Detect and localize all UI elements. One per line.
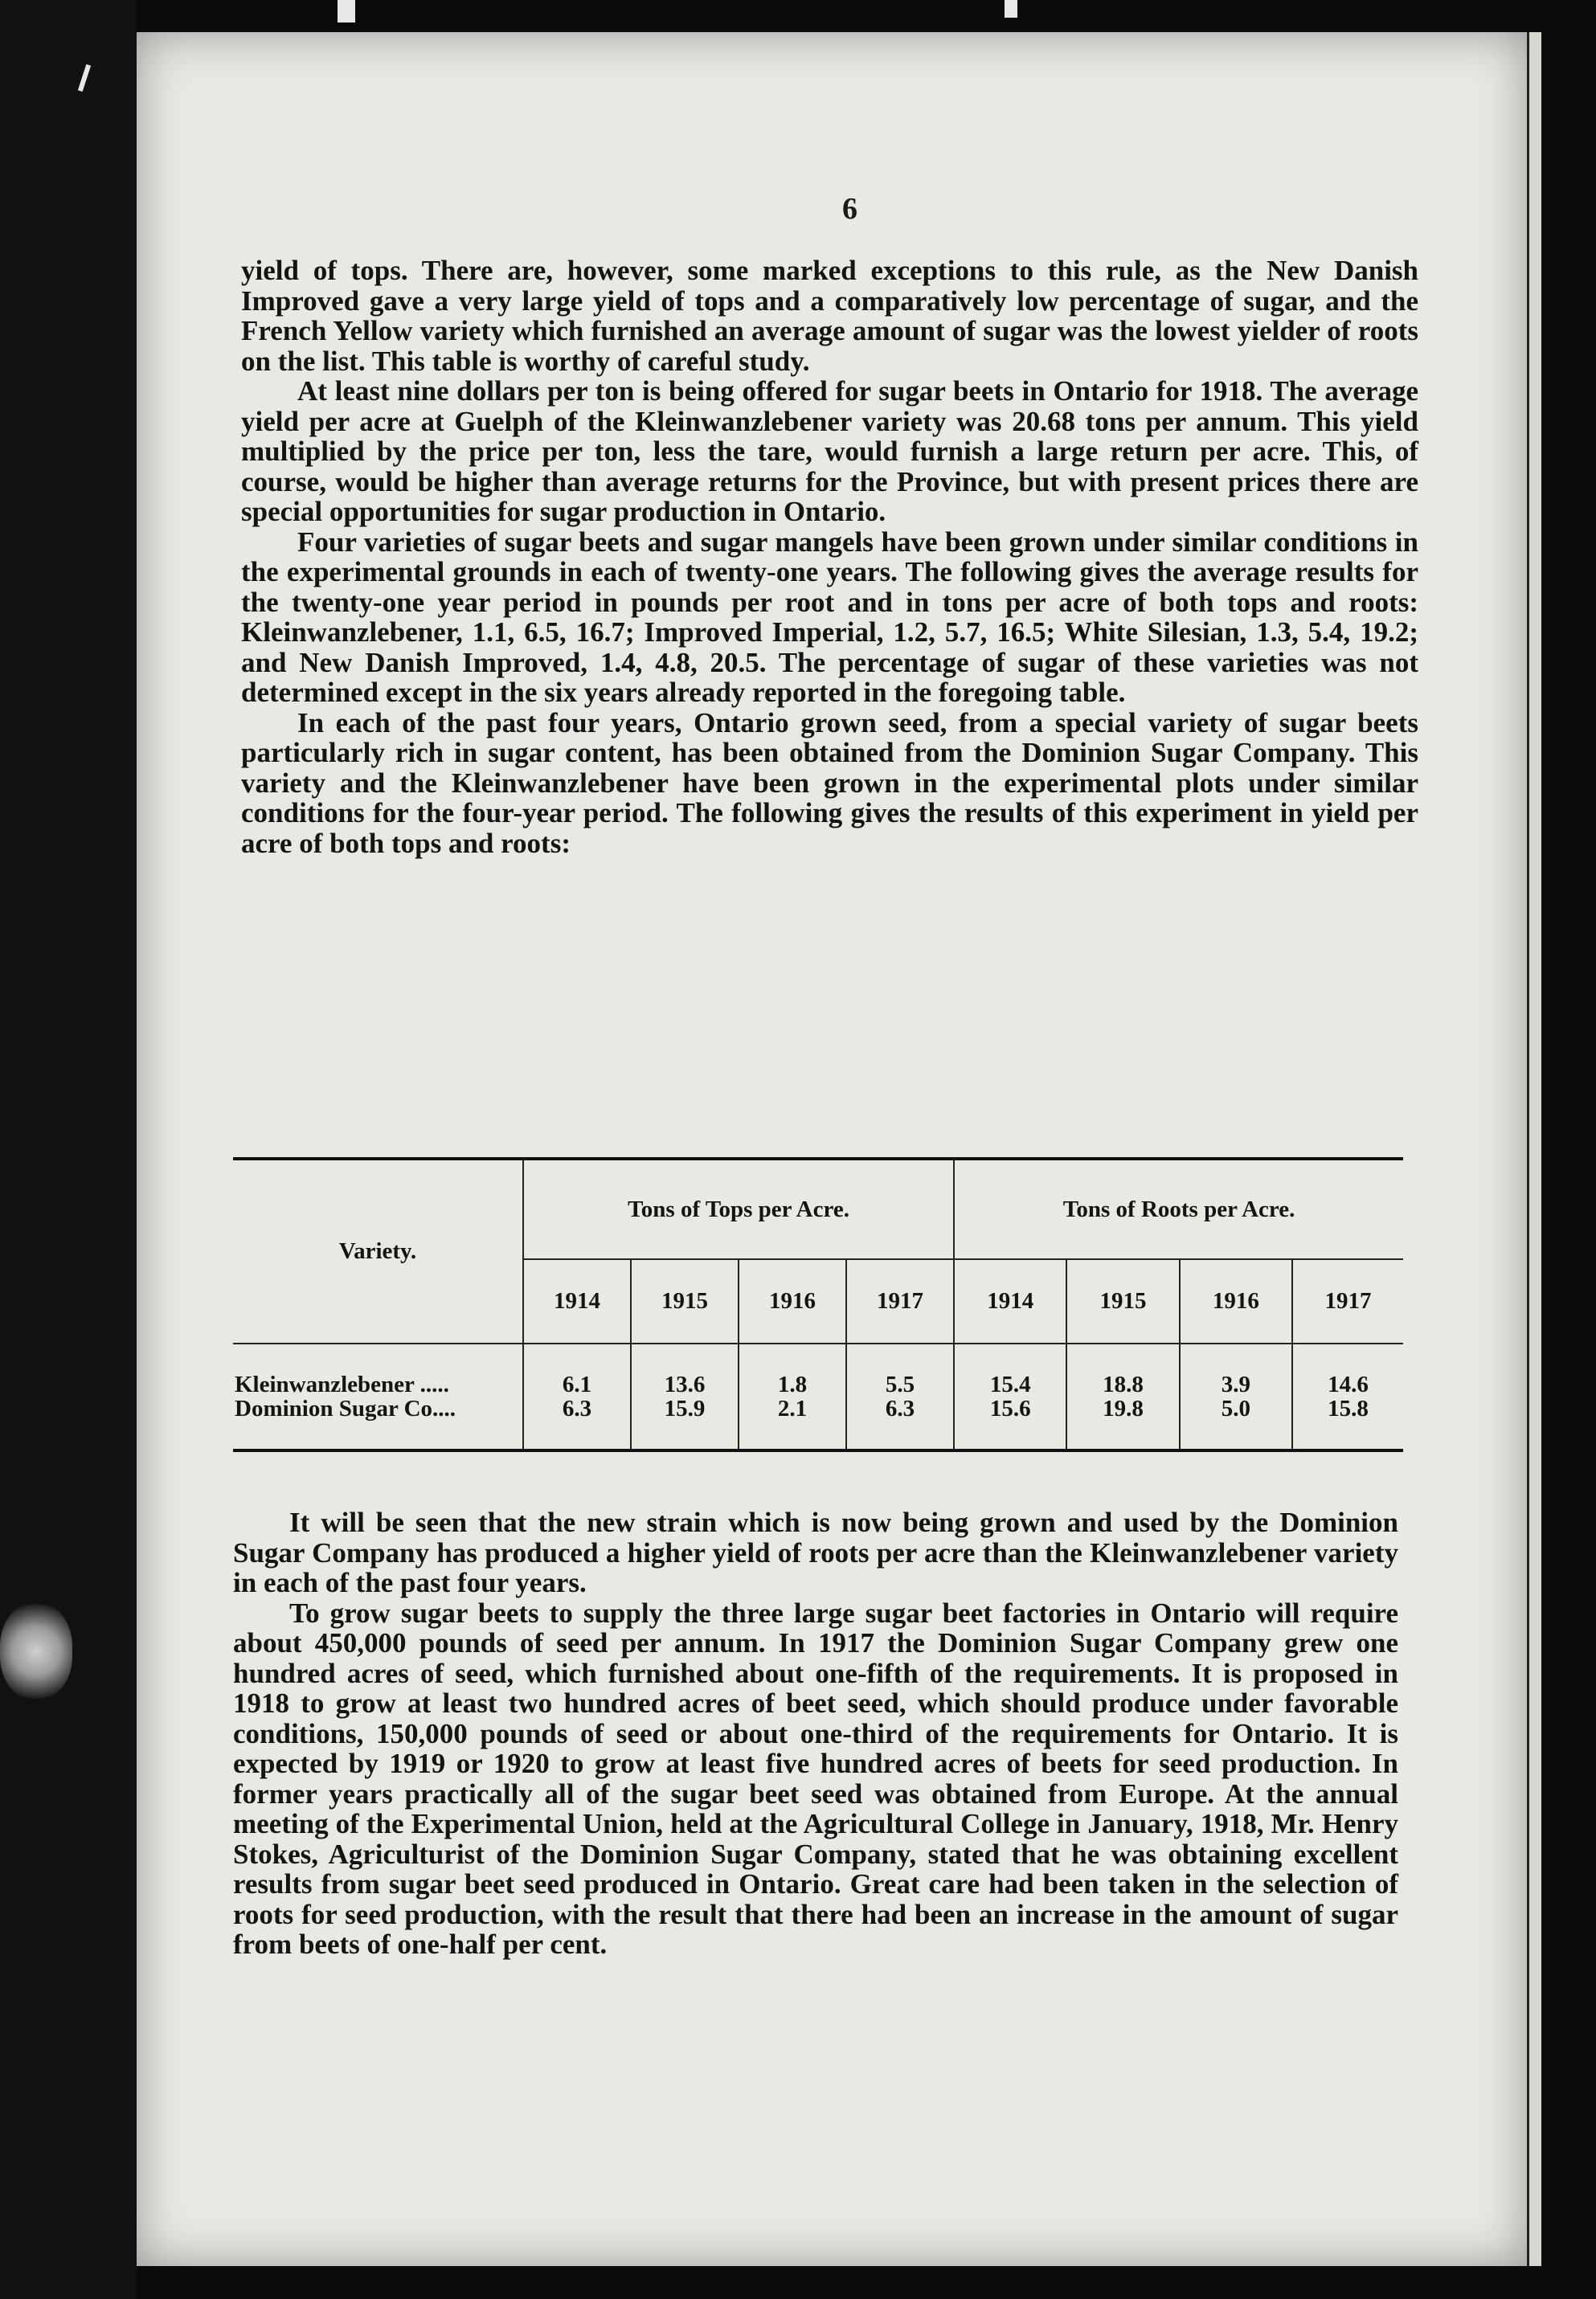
table-cell: 15.4 <box>989 1372 1031 1397</box>
table-cell: 14.6 <box>1328 1372 1369 1397</box>
year-header: 1916 <box>1180 1259 1292 1344</box>
year-header: 1914 <box>954 1259 1066 1344</box>
table-cell: 3.9 <box>1221 1372 1250 1397</box>
table-cell: 5.0 <box>1221 1396 1250 1422</box>
table-cell: 6.3 <box>885 1396 915 1422</box>
table-cell: 15.8 <box>1328 1396 1369 1422</box>
table-cell: 2.1 <box>777 1396 808 1422</box>
table-cell: 19.8 <box>1103 1396 1144 1422</box>
roots-group-header: Tons of Roots per Acre. <box>954 1159 1403 1259</box>
paragraph: To grow sugar beets to supply the three large sugar beet factories in Ontario will require about 450,000 pounds of seed per annum. In 1917 the Dominion Sugar Company grew one hundred acres of seed, which furnished about one-fifth of the requirements. It is proposed in 1918 to grow at least two hundred acres of beet seed, which should produce under favorable conditions, 150,000 pounds of seed or about one-third of the requirements for Ontario. It is expected by 1919 or 1920 to grow at least five hundred acres of beets for seed production. In former years practically all of the sugar beet seed was obtained from Europe. At the annual meeting of the Experimental Union, held at the Agricultural College in January, 1918, Mr. Henry Stokes, Agriculturist of the Dominion Sugar Company, stated that he was obtaining excellent results from sugar beet seed produced in Ontario. Great care had been taken in the selection of roots for seed production, with the result that there had been an increase in the amount of sugar from beets of one-half per cent. <box>233 1597 1398 1960</box>
body-text-top <box>241 256 1418 858</box>
table-cell: 15.6 <box>989 1396 1031 1422</box>
year-header: 1917 <box>1292 1259 1403 1344</box>
table-cell: 15.9 <box>664 1396 706 1422</box>
paragraph: It will be seen that the new strain which is now being grown and used by the Dominion Sugar Company has produced a higher yield of roots per acre than the Kleinwanzlebener variety in each of the past four years. <box>233 1507 1398 1598</box>
table-cell: 18.8 <box>1103 1372 1144 1397</box>
year-header: 1914 <box>554 1288 600 1314</box>
year-header: 1917 <box>846 1259 954 1344</box>
paragraph: yield of tops. There are, however, some marked exceptions to this rule, as the New Danish Improved gave a very large yield of tops and a comparatively low percentage of sugar, and the French Yellow variety which furnished an average amount of sugar was the lowest yielder of roots on the list. This table is worthy of careful study. <box>241 255 1418 377</box>
paragraph: At least nine dollars per ton is being offered for sugar beets in Ontario for 1918. The average yield per acre at Guelph of the Kleinwanzlebener variety was 20.68 tons per annum. This yield multiplied by the price per ton, less the tare, would furnish a large return per acre. This, of course, would be higher than average returns for the Province, but with present prices there are special opportunities for sugar production in Ontario. <box>241 375 1418 527</box>
year-header: 1915 <box>1066 1259 1179 1344</box>
scan-blot <box>0 1603 72 1700</box>
year-header: 1915 <box>631 1259 739 1344</box>
paragraph: In each of the past four years, Ontario grown seed, from a special variety of sugar beets particularly rich in sugar content, has been obtained from the Dominion Sugar Company. This variety and the Kleinwanzlebener have been grown in the experimental plots under similar conditions for the four-year period. The following gives the results of this experiment in yield per acre of both tops and roots: <box>241 706 1418 859</box>
variety-header: Variety. <box>233 1159 523 1344</box>
table-cell: 6.3 <box>562 1396 592 1422</box>
scan-mark <box>338 0 355 22</box>
body-text-bottom <box>233 1507 1398 1960</box>
table-row <box>233 1344 1403 1450</box>
table-cell: 5.5 <box>885 1372 915 1397</box>
year-header: 1916 <box>739 1259 846 1344</box>
right-scan-margin <box>1541 0 1596 2299</box>
tops-group-header: Tons of Tops per Acre. <box>523 1159 954 1259</box>
table-cell: 13.6 <box>664 1372 706 1397</box>
yield-table <box>233 1157 1403 1462</box>
page-number: 6 <box>842 192 857 226</box>
left-scan-margin <box>0 0 137 2299</box>
variety-name: Kleinwanzlebener ..... <box>235 1372 449 1397</box>
table-cell: 6.1 <box>562 1372 592 1397</box>
table-cell: 1.8 <box>777 1372 808 1397</box>
paragraph: Four varieties of sugar beets and sugar mangels have been grown under similar conditions in the experimental grounds in each of twenty-one years. The following gives the average results for the twenty-one year period in pounds per root and in tons per acre of both tops and roots: Kleinwanzlebener, 1.1, 6.5, 16.7; Improved Imperial, 1.2, 5.7, 16.5; White Silesian, 1.3, 5.4, 19.2; and New Danish Improved, 1.4, 4.8, 20.5. The percentage of sugar of these varieties was not determined except in the six years already reported in the foregoing table. <box>241 526 1418 708</box>
scan-mark <box>1005 0 1017 18</box>
variety-name: Dominion Sugar Co.... <box>235 1396 456 1422</box>
